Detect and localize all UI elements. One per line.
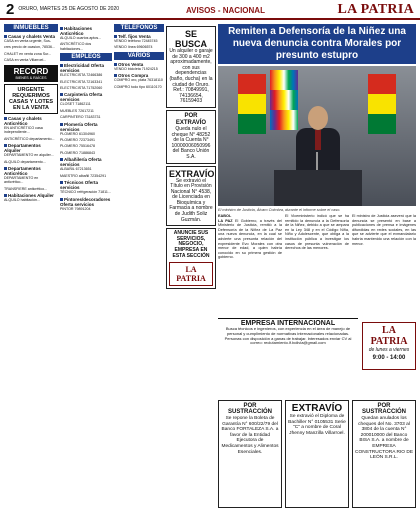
headline: Remiten a Defensoría de la Niñez una nueva denuncia contra Morales por presunto estupro bbox=[228, 26, 406, 61]
classified-ad: CARPINTERO 73183731 bbox=[60, 115, 101, 120]
podium bbox=[274, 170, 362, 206]
urgent-line: CASAS Y LOTES bbox=[8, 99, 54, 106]
photo-caption: El ministro de Justicia, Álvaro Coimbra, durante el informe sobre el caso. bbox=[218, 208, 341, 212]
story-source: EABOL bbox=[218, 214, 232, 218]
classified-ad: ALQUILO departamento... bbox=[4, 159, 46, 164]
empresa-body: Busca técnicos e ingenieros, con experiencia en el área de manejo de personal y cumplimiento de normativas internacionales relacionadas. Personas con disposición a ganas de trabajar. Interesados enviar CV al correo: reclutamiento.lf.bolivia@gmail.com bbox=[224, 326, 352, 346]
office-hours-time: 9:00 - 14:00 bbox=[372, 355, 406, 361]
extravio-ad bbox=[166, 166, 216, 227]
category-varios: VARIOS bbox=[114, 52, 164, 60]
urgent-line: EN LA VENTA bbox=[12, 105, 50, 112]
record-subtitle: BIENES & RAÍCES bbox=[15, 75, 47, 80]
sustraccion-cheques-ad bbox=[352, 400, 416, 508]
bullet-icon bbox=[60, 27, 63, 30]
anuncie-masthead: LA PATRIA bbox=[169, 262, 213, 286]
subcategory-label: Otros Compra bbox=[118, 73, 149, 79]
page-number: 2 bbox=[6, 0, 15, 18]
bullet-icon bbox=[60, 181, 63, 184]
perdida-title: POR EXTRAVÍO bbox=[175, 112, 207, 126]
subcategory-label: Habitaciones Anticrético bbox=[60, 26, 93, 36]
classified-ad: MUEBLES 72617211 bbox=[60, 108, 94, 113]
office-hours-ad bbox=[362, 322, 416, 370]
classified-ad: VENDO teléfono 72445745 bbox=[114, 39, 158, 43]
subcategory-label: Habitaciones Alquiler bbox=[8, 193, 54, 199]
story-text bbox=[218, 219, 282, 260]
perdida-body: Queda nulo el cheque N° 48252 de la Cuenta N° 10000006050996 del Banco Unión S.A. bbox=[171, 125, 211, 160]
empresa-ad bbox=[218, 318, 358, 346]
classified-ad: ELECTRICISTA 72163341 bbox=[60, 79, 103, 84]
bullet-icon bbox=[60, 64, 63, 67]
anuncie-text: ANUNCIE SUS SERVICIOS, NEGOCIO, EMPRESA EN ESTA SECCIÓN bbox=[172, 230, 210, 259]
classified-ad: ANTICRÉTICO dos habitaciones... bbox=[60, 42, 92, 51]
classified-ad: CASA en venta urgente, Sus- bbox=[4, 39, 51, 43]
classified-ad: ELECTRICISTA 71752060 bbox=[60, 86, 103, 91]
classified-ad: VENDO bicicleta 71924215 bbox=[114, 66, 158, 71]
office-hours-days: de lunes a viernes bbox=[368, 347, 410, 353]
page-date: ORURO, MARTES 25 DE AGOSTO DE 2020 bbox=[18, 6, 120, 12]
bullet-icon bbox=[60, 158, 63, 161]
bolivia-flag-icon bbox=[238, 74, 266, 134]
classifieds-column-4 bbox=[166, 24, 216, 510]
bullet-icon bbox=[4, 117, 7, 120]
subcategory-label: Casas y chalets Anticrético bbox=[4, 116, 42, 127]
classified-ad: PLOMERO 72373491 bbox=[60, 138, 95, 143]
subcategory-label: Carpintería Oferta servicios bbox=[60, 92, 103, 103]
subcategory-label: Otros Venta bbox=[118, 61, 144, 67]
extravio-body: Se extravió el Título en Provisión Nacional N° 4538, de Licenciada en Bioquímica y Farmacia a nombre de Judith Soliz Guzmán. bbox=[169, 177, 213, 223]
subcategory bbox=[4, 116, 58, 126]
subcategory bbox=[60, 180, 112, 190]
category-empleos: EMPLEOS bbox=[60, 53, 112, 61]
bullet-icon bbox=[60, 93, 63, 96]
sustraccion-title: POR SUSTRACCIÓN bbox=[227, 403, 272, 415]
se-busca-ad bbox=[166, 26, 216, 108]
bullet-icon bbox=[114, 35, 117, 38]
record-title: RECORD bbox=[13, 66, 49, 76]
extravio-title: EXTRAVÍO bbox=[169, 168, 215, 179]
sustraccion-cheques-body: Quedan anulados los cheques del No. 3703 al 3804 de la cuenta N° 200010000 del Banco BISA S.A. a nombre de EMPRESA CONSTRUCTORA RIO DE LEÓN S.R.L. bbox=[355, 416, 414, 461]
classifieds-column-2 bbox=[60, 24, 112, 510]
perdida-ad bbox=[166, 110, 216, 164]
subcategory-label: Pintores/decoradores Oferta servicios bbox=[60, 196, 111, 207]
urgent-line: URGENTE bbox=[17, 87, 45, 94]
subcategory bbox=[60, 157, 112, 167]
category-inmuebles: INMUEBLES bbox=[4, 24, 58, 32]
classified-ad: PLOMERO 71886843 bbox=[60, 150, 95, 155]
classified-ad: ALBAÑIL 67213651 bbox=[60, 167, 92, 172]
classified-ad: EN ANTICRÉTICO casa independiente... bbox=[4, 126, 43, 135]
classifieds-column-1 bbox=[4, 24, 58, 510]
subcategory-label: Plomería Oferta servicios bbox=[60, 121, 98, 132]
sustraccion-body: Se repone la Boleta de Garantía N° 600/22/79 del Banco FORTALEZA S.A. a favor de la Entidad Ejecutora de Medicamentos y Alimentos Esenciales. bbox=[221, 416, 279, 455]
subcategory bbox=[4, 166, 58, 176]
classified-ad: PINTOR 79891204 bbox=[60, 206, 91, 211]
office-hours-masthead: LA PATRIA bbox=[370, 325, 408, 347]
headline-banner bbox=[218, 24, 416, 64]
bolivia-flag-icon bbox=[368, 74, 396, 134]
bullet-icon bbox=[4, 144, 7, 147]
news-photo bbox=[218, 66, 416, 206]
story-column-2: El Viceministerio indicó que se ha remitido la denuncia a la Defensoría de la Niñez, debido a que se ampara en la Ley 348 y en el Código Niña, Niño y Adolescente, que obliga a la institución pública a investigar los casos de presunta vulneración de derechos de las menores. bbox=[285, 214, 349, 251]
classified-ad: DEPARTAMENTO en anticrético... bbox=[4, 176, 39, 185]
urgent-line: REQUERIMOS bbox=[12, 93, 50, 100]
classifieds-column-3 bbox=[114, 24, 164, 510]
classified-ad: PLOMERO 61304960 bbox=[60, 131, 95, 136]
subcategory-label: Albañilería Oferta servicios bbox=[60, 157, 102, 168]
bullet-icon bbox=[114, 63, 117, 66]
extravio-diploma-body: Se extravió el Diploma de Bachiller N° 0105531 Serie "C" a nombre de Coral Jhenny Manzilla Villarroel. bbox=[288, 414, 346, 436]
classified-ad: DEPARTAMENTO en alquiler... bbox=[4, 153, 54, 158]
story-paragraph: El Gobierno, a través del Ministerio de Justicia, remitió a la Defensoría de la Niñez de La Paz una nueva denuncia, en la cual se advierte una presunta relación del expresidente Evo Morales con otra menor de edad, a quien habría conocido en su primera gestión de gobierno. bbox=[218, 218, 282, 260]
classified-ad: cres precio de ocasion, 78536... bbox=[4, 45, 55, 50]
story-column-1 bbox=[218, 214, 282, 318]
bullet-icon bbox=[114, 74, 117, 77]
category-telefonos: TELÉFONOS bbox=[114, 24, 164, 32]
se-busca-body: Un alquiler o garaje de 300 a 400 m2 aproximadamente, con sus dependencias (baño, ducha) en la ciudad de Oruro. Ref.: 70849991, 74136654, 76159403 bbox=[169, 48, 213, 105]
urgent-ad bbox=[4, 84, 58, 114]
record-ad bbox=[4, 65, 58, 82]
classified-ad: PLOMERO 75516478 bbox=[60, 144, 95, 149]
classified-ad: TRANSFIERE anticrético... bbox=[4, 186, 48, 191]
classified-ad: COMPRO oro, plata 76318110 bbox=[114, 78, 163, 83]
se-busca-title: SE BUSCA bbox=[174, 29, 207, 49]
classified-ad: ALQUILO cuartos aptos... bbox=[60, 36, 102, 40]
extravio-diploma-ad bbox=[285, 400, 349, 508]
subcategory-label: Electricidad Oferta servicios bbox=[60, 63, 105, 74]
subcategory-label: Técnicos Oferta servicios bbox=[60, 180, 99, 191]
bullet-icon bbox=[4, 35, 7, 38]
dateline: LA PAZ bbox=[218, 218, 233, 223]
story-column-3: El ministro de Justicia aseveró que la denuncia se presentó en base a publicaciones de prensa e imágenes difundidas en redes sociales, en las que se advierte que el exmandatario habría mantenido una relación con la menor. bbox=[352, 214, 416, 246]
bullet-icon bbox=[60, 198, 63, 201]
masthead: LA PATRIA bbox=[337, 2, 414, 17]
classified-ad: CLOSET 71862111 bbox=[60, 102, 91, 107]
subcategory bbox=[60, 63, 112, 73]
subcategory-label: Departamentos Alquiler bbox=[4, 143, 41, 154]
extravio-diploma-title: EXTRAVÍO bbox=[291, 403, 343, 414]
classified-ad: ELECTRICISTA 72466386 bbox=[60, 73, 103, 78]
subcategory bbox=[4, 143, 58, 153]
classified-ad: VENDO línea 69606574 bbox=[114, 45, 153, 50]
section-title: AVISOS - NACIONAL bbox=[186, 6, 265, 15]
subcategory-label: Casas y chalets Venta bbox=[8, 34, 56, 39]
subcategory bbox=[60, 92, 112, 102]
subcategory bbox=[60, 26, 112, 36]
subcategory-label: Telf. fijos Venta bbox=[118, 34, 151, 39]
bullet-icon bbox=[60, 123, 63, 126]
empresa-title: EMPRESA INTERNACIONAL bbox=[240, 320, 336, 327]
classified-ad: CASA en venta Villarroel... bbox=[4, 58, 47, 63]
bullet-icon bbox=[4, 167, 7, 170]
sustraccion-ad bbox=[218, 400, 282, 508]
classified-ad: MAESTRO albañil 72354291 bbox=[60, 173, 107, 178]
anuncie-ad bbox=[166, 228, 216, 289]
classified-ad: ANTICRÉTICO departamento... bbox=[4, 136, 55, 141]
classified-ad: TÉCNICO refrigeración 71811... bbox=[60, 190, 111, 195]
classified-ad: ALQUILO habitación... bbox=[4, 198, 40, 203]
bullet-icon bbox=[4, 194, 7, 197]
subcategory-label: Departamentos Anticrético bbox=[4, 166, 41, 177]
classified-ad: CHALET en venta zona Sur... bbox=[4, 51, 52, 56]
subcategory bbox=[60, 122, 112, 132]
page-header bbox=[0, 0, 420, 20]
sustraccion-cheques-title: POR SUSTRACCIÓN bbox=[361, 403, 406, 415]
subcategory bbox=[60, 197, 112, 207]
microphone-icon bbox=[316, 152, 318, 170]
classified-ad: COMPRO todo tipo 60110170 bbox=[114, 84, 162, 89]
